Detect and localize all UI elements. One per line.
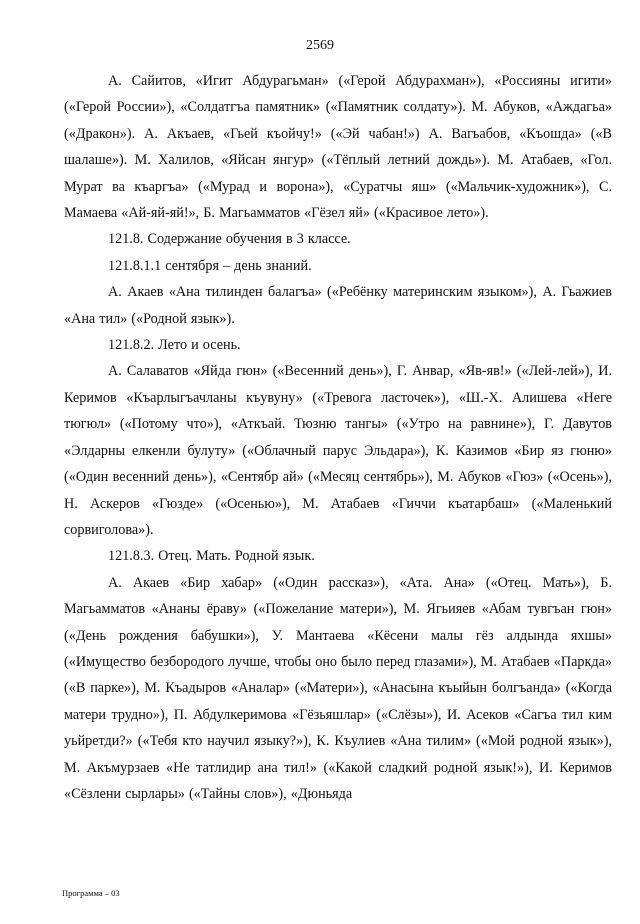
subsection-heading-father-mother: 121.8.3. Отец. Мать. Родной язык. [108,548,315,565]
paragraph-summer-autumn-works: А. Салаватов «Яйда гюн» («Весенний день»), Г. Анвар, «Яв-яв!» («Лей-лей»), И. Керимов «Къарлыгъачланы къувуну» («Тревога ласточек»), «Ш.-Х. Алишева «Неге тюгюл» («Потому что»), «Аткъай. Тюзню тангы» («Утро на равнине»), Г. Давутов «Элдарны елкенли булуту» («Облачный парус Эльдара»), К. Казимов «Бир яз гюню» («Один весенний день»), «Сентябр ай» («Месяц сентябрь»), М. Абуков «Гюз» («Осень»), Н. Аскеров «Гюзде» («Осенью»), М. Атабаев «Гиччи къатарбаш» («Маленький сорвиголова»). [64,363,612,538]
paragraph-authors-list: А. Сайитов, «Игит Абдурагьман» («Герой Абдурахман»), «Россияны игити» («Герой России»), «Солдатгъа памятник» («Памятник солдату»). М. Абуков, «Аждагьа» («Дракон»). А. Акъаев, «Гьей къойчу!» («Эй чабан!») А. Вагьабов, «Къошда» («В шалаше»). М. Халилов, «Яйсан янгур» («Тёплый летний дождь»). М. Атабаев, «Гол. Мурат ва къаргъа» («Мурад и ворона»), «Суратчы яш» («Мальчик-художник»), С. Мамаева «Ай-яй-яй!», Б. Магьамматов «Гёзел яй» («Красивое лето»). [64,73,612,222]
subsection-heading-summer-autumn: 121.8.2. Лето и осень. [108,337,241,354]
paragraph-father-mother-works: А. Акаев «Бир хабар» («Один рассказ»), «Ата. Ана» («Отец. Мать»), Б. Магьамматов «Ананы ёраву» («Пожелание матери»), М. Ягьияев «Абам тувгъан гюн» («День рождения бабушки»), У. Мантаева «Кёсени малы гёз алдында яхшы» («Имущество безбородого лучше, чтобы оно было перед глазами»), М. Атабаев «Паркда» («В парке»), М. Къадыров «Аналар» («Матери»), «Анасына къыйын болгъанда» («Когда матери трудно»), П. Абдулкеримова «Гёзьяшлар» («Слёзы»), И. Асеков «Сагъа тил ким уьйретди?» («Тебя кто научил языку?»), К. Къулиев «Ана тилим» («Мой родной язык»), М. Акъмурзаев «Не татлидир ана тил!» («Какой сладкий родной язык!»), И. Керимов «Сёзлени сырлары» («Тайны слов»), «Дюньяда [64,574,612,802]
page-number: 2569 [306,38,334,53]
footer-label: Программа – 03 [62,888,120,898]
paragraph-native-language: А. Акаев «Ана тилинден балагъа» («Ребёнку материнским языком»), А. Гьажиев «Ана тил» («Родной язык»). [64,284,612,327]
subsection-heading-knowledge-day: 121.8.1.1 сентября – день знаний. [108,257,312,274]
section-heading-grade-3: 121.8. Содержание обучения в 3 классе. [108,231,351,248]
body-text [64,68,612,807]
